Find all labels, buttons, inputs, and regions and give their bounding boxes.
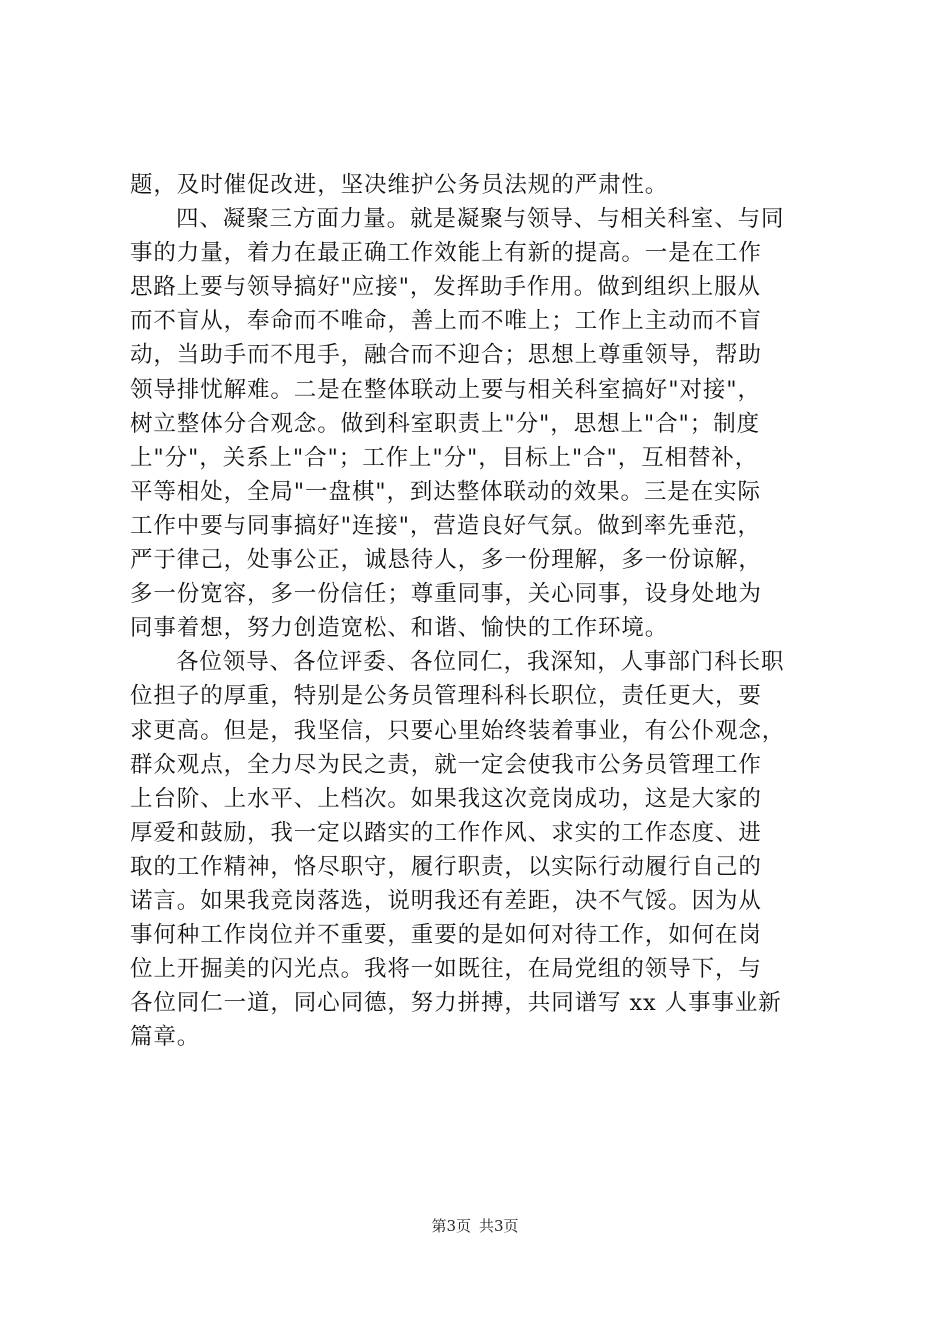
text-line: 上台阶、上水平、上档次。如果我这次竞岗成功，这是大家的 (130, 785, 762, 812)
text-line: 求更高。但是，我坚信，只要心里始终装着事业，有公仆观念， (130, 717, 786, 744)
page-footer (0, 1216, 950, 1236)
text-line: 上"分"，关系上"合"；工作上"分"，目标上"合"，互相替补， (130, 444, 759, 471)
text-line: 取的工作精神，恪尽职守，履行职责，以实际行动履行自己的 (130, 853, 762, 880)
text-line: 位上开掘美的闪光点。我将一如既往，在局党组的领导下，与 (130, 956, 762, 983)
text-line: 动，当助手而不甩手，融合而不迎合；思想上尊重领导，帮助 (130, 342, 762, 369)
text-line: 诺言。如果我竞岗落选，说明我还有差距，决不气馁。因为从 (130, 887, 762, 914)
text-line: 篇章。 (130, 1024, 201, 1051)
text-line: 四、凝聚三方面力量。就是凝聚与领导、与相关科室、与同 (176, 206, 785, 233)
text-line: 厚爱和鼓励，我一定以踏实的工作作风、求实的工作态度、进 (130, 819, 762, 846)
text-line: 思路上要与领导搞好"应接"，发挥助手作用。做到组织上服从 (130, 274, 761, 301)
page-number: 第3页 (431, 1217, 471, 1235)
page-total: 共3页 (479, 1217, 519, 1235)
document-body (130, 168, 842, 1054)
text-line: 多一份宽容，多一份信任；尊重同事，关心同事，设身处地为 (130, 581, 762, 608)
text-line: 树立整体分合观念。做到科室职责上"分"，思想上"合"；制度 (130, 410, 760, 437)
text-line: 平等相处，全局"一盘棋"，到达整体联动的效果。三是在实际 (130, 478, 761, 505)
text-line: 位担子的厚重，特别是公务员管理科科长职位，责任更大，要 (130, 683, 762, 710)
text-line: 同事着想，努力创造宽松、和谐、愉快的工作环境。 (130, 615, 669, 642)
text-line: 群众观点，全力尽为民之责，就一定会使我市公务员管理工作 (130, 751, 762, 778)
text-line: 严于律己，处事公正，诚恳待人，多一份理解，多一份谅解， (130, 547, 762, 574)
text-line: 领导排忧解难。二是在整体联动上要与相关科室搞好"对接"， (130, 376, 761, 403)
text-line: 事的力量，着力在最正确工作效能上有新的提高。一是在工作 (130, 240, 762, 267)
text-line: 事何种工作岗位并不重要，重要的是如何对待工作，如何在岗 (130, 922, 762, 949)
text-line: 而不盲从，奉命而不唯命，善上而不唯上；工作上主动而不盲 (130, 308, 762, 335)
text-line: 各位领导、各位评委、各位同仁，我深知，人事部门科长职 (176, 649, 785, 676)
text-line: 工作中要与同事搞好"连接"，营造良好气氛。做到率先垂范， (130, 512, 761, 539)
text-line: 各位同仁一道，同心同德，努力拼搏，共同谱写 xx 人事事业新 (130, 990, 782, 1017)
text-line: 题，及时催促改进，坚决维护公务员法规的严肃性。 (130, 172, 669, 198)
